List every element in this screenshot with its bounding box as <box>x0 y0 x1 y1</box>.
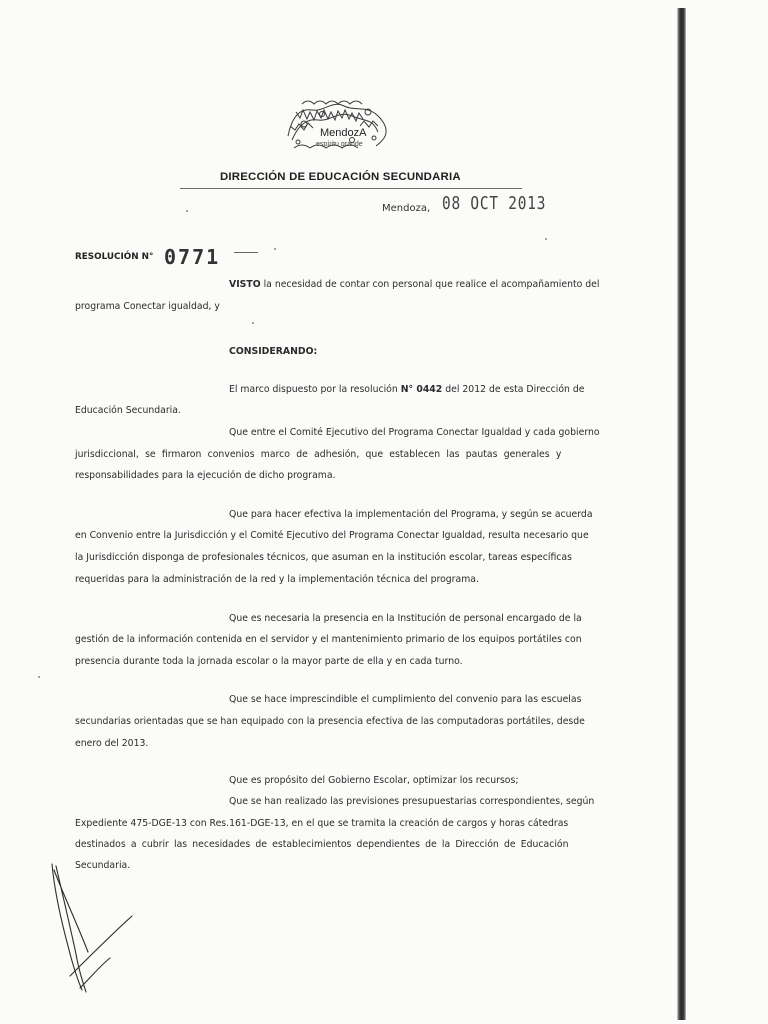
p7-line-3: destinados a cubrir las necesidades de establecimientos dependientes de la Dirección de Educación <box>75 839 569 850</box>
resolution-dash <box>234 252 258 253</box>
scan-speck <box>186 210 188 212</box>
signature-graphic <box>40 856 140 1006</box>
considerando-heading: CONSIDERANDO: <box>229 346 318 357</box>
p1-line-1-a: El marco dispuesto por la resolución <box>229 384 398 395</box>
p4-line-1: Que es necesaria la presencia en la Institución de personal encargado de la <box>229 613 582 624</box>
p7-line-1: Que se han realizado las previsiones presupuestarias correspondientes, según <box>229 796 595 807</box>
scan-speck <box>545 238 547 240</box>
scan-edge-bar <box>677 8 686 1020</box>
logo-tagline: espíritu grande <box>316 141 363 148</box>
visto-line-1-text: la necesidad de contar con personal que realice el acompañamiento del <box>263 279 600 290</box>
visto-keyword: VISTO <box>229 279 261 290</box>
visto-line-2: programa Conectar igualdad, y <box>75 301 220 312</box>
p1-resolution-ref: N° 0442 <box>400 384 443 395</box>
p1-line-1-b: del 2012 de esta Dirección de <box>445 384 585 395</box>
p5-line-2: secundarias orientadas que se han equipado con la presencia efectiva de las computadoras portátiles, desde <box>75 716 585 727</box>
p3-line-1: Que para hacer efectiva la implementación del Programa, y según se acuerda <box>229 509 593 520</box>
p5-line-1: Que se hace imprescindible el cumplimiento del convenio para las escuelas <box>229 694 582 705</box>
p2-line-2: jurisdiccional, se firmaron convenios marco de adhesión, que establecen las pautas generales y <box>75 449 562 460</box>
resolution-label: RESOLUCIÓN N° <box>75 252 154 262</box>
header-rule <box>180 188 522 189</box>
scan-speck <box>38 676 40 678</box>
mendoza-logo-graphic <box>282 96 388 156</box>
p2-line-1: Que entre el Comité Ejecutivo del Programa Conectar Igualdad y cada gobierno <box>229 427 600 438</box>
p7-line-2: Expediente 475-DGE-13 con Res.161-DGE-13, en el que se tramita la creación de cargos y horas cátedras <box>75 818 569 829</box>
p4-line-3: presencia durante toda la jornada escolar o la mayor parte de ella y en cada turno. <box>75 656 463 667</box>
header-title: DIRECCIÓN DE EDUCACIÓN SECUNDARIA <box>220 171 461 183</box>
mendoza-logo <box>282 96 388 156</box>
p4-line-2: gestión de la información contenida en el servidor y el mantenimiento primario de los equipos portátiles con <box>75 634 582 645</box>
date-stamp: 08 OCT 2013 <box>442 193 547 214</box>
visto-line-1 <box>229 279 599 290</box>
p3-line-4: requeridas para la administración de la red y la implementación técnica del programa. <box>75 574 479 585</box>
logo-text: MendozA <box>320 127 367 139</box>
p3-line-3: la Jurisdicción disponga de profesionales técnicos, que asuman en la institución escolar, tareas específicas <box>75 552 572 563</box>
place-label: Mendoza, <box>382 203 431 214</box>
p7-line-4: Secundaria. <box>75 860 131 871</box>
resolution-number: 0771 <box>164 245 221 269</box>
signature <box>40 856 140 1006</box>
scan-speck <box>274 248 276 250</box>
p6-line-1: Que es propósito del Gobierno Escolar, optimizar los recursos; <box>229 775 519 786</box>
p1-line-2: Educación Secundaria. <box>75 405 181 416</box>
p1-line-1 <box>229 384 584 395</box>
p3-line-2: en Convenio entre la Jurisdicción y el Comité Ejecutivo del Programa Conectar Igualdad, resulta necesario que <box>75 530 589 541</box>
scan-speck <box>252 322 254 324</box>
p5-line-3: enero del 2013. <box>75 738 149 749</box>
p2-line-3: responsabilidades para la ejecución de dicho programa. <box>75 470 336 481</box>
